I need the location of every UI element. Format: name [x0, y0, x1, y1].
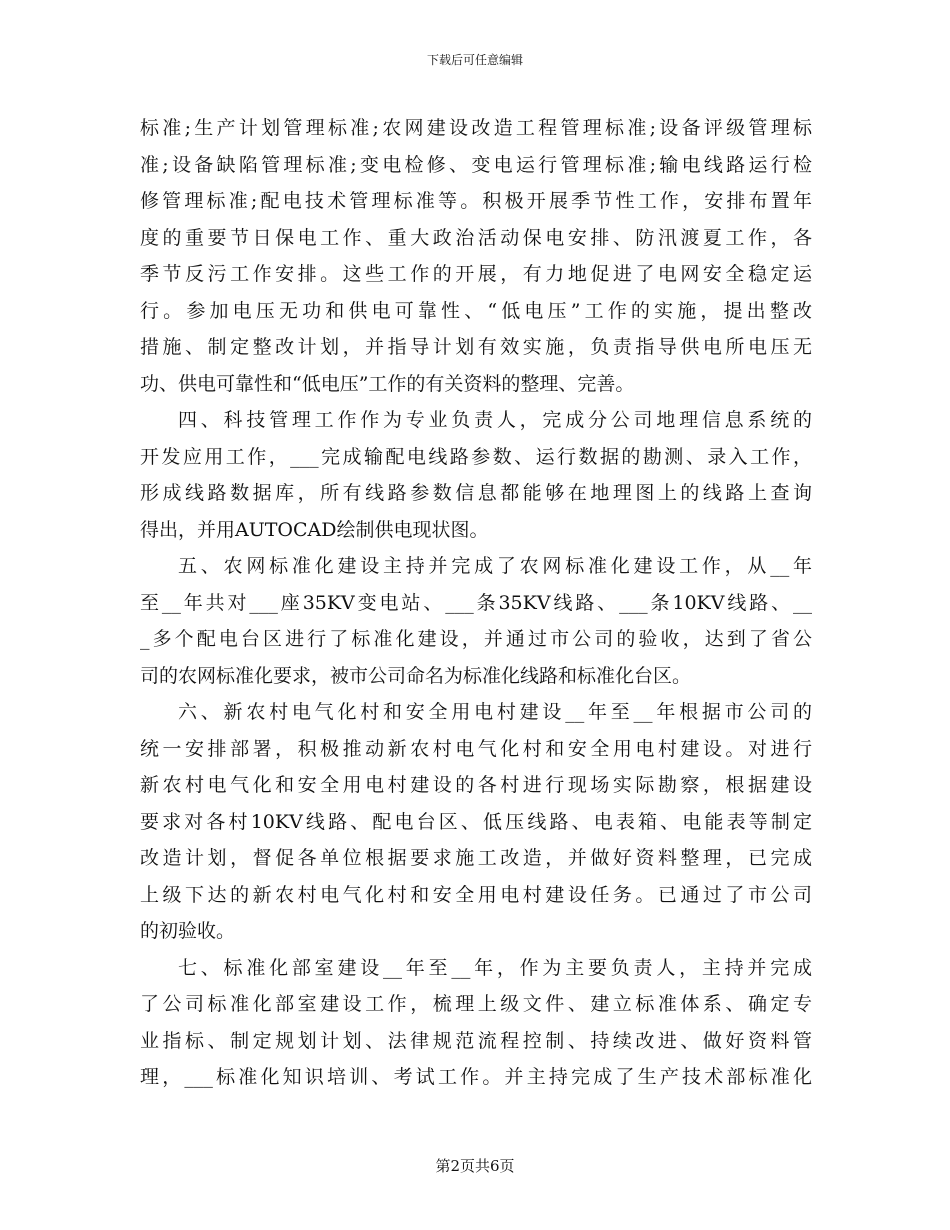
text-line: 改造计划，督促各单位根据要求施工改造，并做好资料整理，已完成 [140, 847, 812, 869]
text-line: 统一安排部署，积极推动新农村电气化村和安全用电村建设。对进行 [140, 737, 812, 760]
text-line: 至__年共对___座35KV变电站、___条35KV线路、___条10KV线路、__ [140, 591, 812, 614]
text-line: 形成线路数据库，所有线路参数信息都能够在地理图上的线路上查询 [140, 482, 812, 504]
text-line: 新农村电气化和安全用电村建设的各村进行现场实际勘察，根据建设 [140, 774, 812, 796]
text-line: 准;设备缺陷管理标准;变电检修、变电运行管理标准;输电线路运行检 [140, 153, 812, 176]
text-line: 业指标、制定规划计划、法律规范流程控制、持续改进、做好资料管 [140, 1029, 812, 1052]
page-header: 下载后可任意编辑 [426, 53, 523, 67]
text-line: 得出，并用AUTOCAD绘制供电现状图。 [140, 518, 489, 541]
text-line: 理，___标准化知识培训、考试工作。并主持完成了生产技术部标准化 [140, 1066, 812, 1088]
paragraph-heading-line: 六、新农村电气化村和安全用电村建设__年至__年根据市公司的 [178, 701, 812, 723]
text-line: 司的农网标准化要求，被市公司命名为标准化线路和标准化台区。 [140, 664, 692, 687]
document-body [140, 110, 812, 1096]
text-line: 功、供电可靠性和“低电压”工作的有关资料的整理、完善。 [140, 372, 635, 395]
text-line: 度的重要节日保电工作、重大政治活动保电安排、防汛渡夏工作，各 [140, 226, 812, 249]
text-line: 了公司标准化部室建设工作，梳理上级文件、建立标准体系、确定专 [140, 993, 812, 1015]
text-line: _多个配电台区进行了标准化建设，并通过市公司的验收，达到了省公 [140, 628, 812, 650]
paragraph-heading-line: 七、标准化部室建设__年至__年，作为主要负责人，主持并完成 [178, 956, 812, 979]
text-line: 措施、制定整改计划，并指导计划有效实施，负责指导供电所电压无 [140, 336, 812, 358]
page-footer: 第2页共6页 [435, 1157, 515, 1175]
paragraph-heading-line: 五、农网标准化建设主持并完成了农网标准化建设工作，从__年 [178, 555, 812, 577]
text-line: 开发应用工作，___完成输配电线路参数、运行数据的勘测、录入工作， [140, 445, 812, 468]
text-line: 要求对各村10KV线路、配电台区、低压线路、电表箱、电能表等制定 [140, 810, 812, 833]
paragraph-heading-line: 四、科技管理工作作为专业负责人，完成分公司地理信息系统的 [178, 409, 812, 431]
text-line: 标准;生产计划管理标准;农网建设改造工程管理标准;设备评级管理标 [140, 117, 812, 139]
text-line: 行。参加电压无功和供电可靠性、“低电压”工作的实施，提出整改 [140, 299, 812, 322]
text-line: 的初验收。 [140, 920, 236, 942]
text-line: 上级下达的新农村电气化村和安全用电村建设任务。已通过了市公司 [140, 883, 812, 906]
text-line: 修管理标准;配电技术管理标准等。积极开展季节性工作，安排布置年 [140, 190, 812, 212]
text-line: 季节反污工作安排。这些工作的开展，有力地促进了电网安全稳定运 [140, 263, 812, 285]
